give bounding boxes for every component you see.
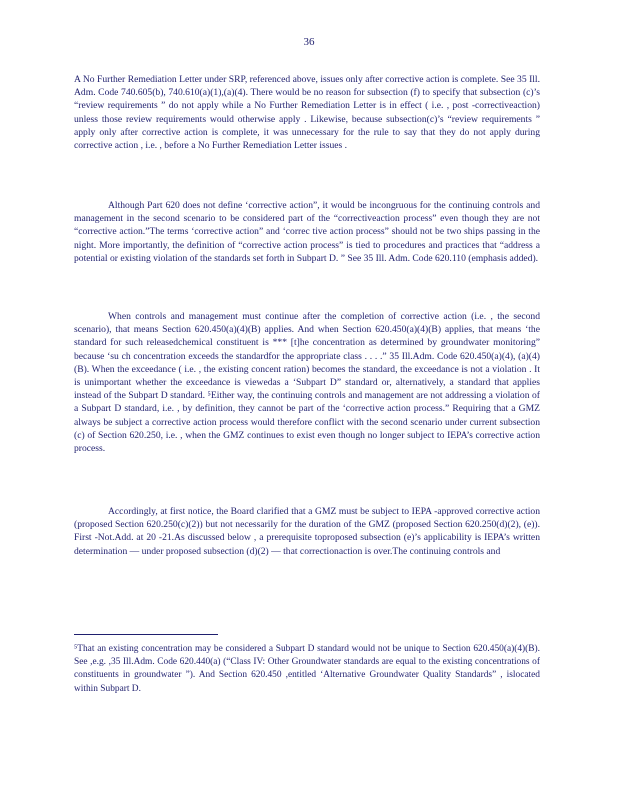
page-number: 36	[303, 36, 315, 48]
body-paragraph-3: When controls and management must continue after the completion of corrective action (i.e. , the second scenario), that means Section 620.450(a)(4)(B) applies. And when Section 620.450(a)(4)(B) applies, that means ‘the standard for such releasedchemical constituent is *** [t]he concentration as determined by groundwater monitoring” because ‘su ch concentration exceeds the standardfor the appropriate class . . . .” 35 Ill.Adm. Code 620.450(a)(4), (a)(4)(B). When the exceedance ( i.e. , the existing concent ration) becomes the standard, the exceedance is not a violation . It is unimportant whether the exceedance is viewedas a ‘Subpart D” standard or, alternatively, a standard that applies instead of the Subpart D standard. ⁵Either way, the continuing controls and management are not addressing a violation of a Subpart D standard, i.e. , by definition, they cannot be part of the ‘corrective action process.” Requiring that a GMZ always be subject a corrective action process would therefore conflict with the second scenario under current subsection (c) of Section 620.250, i.e. , when the GMZ continues to exist even though no longer subject to IEPA’s corrective action process.	[74, 311, 540, 455]
body-paragraph-2: Although Part 620 does not define ‘corrective action”, it would be incongruous for the continuing controls and management in the second scenario to be considered part of the “correctiveaction process” even though they are not “corrective action.”The terms ‘corrective action” and ‘correc tive action process” should not be two ships passing in the night. More importantly, the definition of “corrective action process” is tied to procedures and practices that “address a potential or existing violation of the standards set forth in Subpart D. ” See 35 Ill. Adm. Code 620.110 (emphasis added).	[74, 200, 540, 264]
body-paragraph-1: A No Further Remediation Letter under SRP, referenced above, issues only after corrective action is complete. See 35 Ill. Adm. Code 740.605(b), 740.610(a)(1),(a)(4). There would be no reason for subsection (f) to specify that subsection (c)’s “review requirements ” do not apply while a No Further Remediation Letter is in effect ( i.e. , post -correctiveaction) unless those review requirements would otherwise apply . Likewise, because subsection(c)’s “review requirements ” apply only after corrective action is complete, it was unnecessary for the rule to say that they do not apply during corrective action , i.e. , before a No Further Remediation Letter issues .	[74, 74, 540, 152]
body-paragraph-4: Accordingly, at first notice, the Board clarified that a GMZ must be subject to IEPA -approved corrective action (proposed Section 620.250(c)(2)) but not necessarily for the duration of the GMZ (proposed Section 620.250(d)(2), (e)). First -Not.Add. at 20 -21.As discussed below , a prerequisite toproposed subsection (e)’s applicability is IEPA’s written determination — under proposed subsection (d)(2) — that correctionaction is over.The continuing controls and	[74, 506, 540, 557]
footnote-separator	[74, 634, 218, 635]
footnote-5: ⁵That an existing concentration may be considered a Subpart D standard would not be unique to Section 620.450(a)(4)(B). See ,e.g. ,35 Ill.Adm. Code 620.440(a) (“Class IV: Other Groundwater standards are equal to the existing concentrations of constituents in groundwater ”). And Section 620.450 ,entitled ‘Alternative Groundwater Quality Standards” , islocated within Subpart D.	[74, 644, 540, 694]
